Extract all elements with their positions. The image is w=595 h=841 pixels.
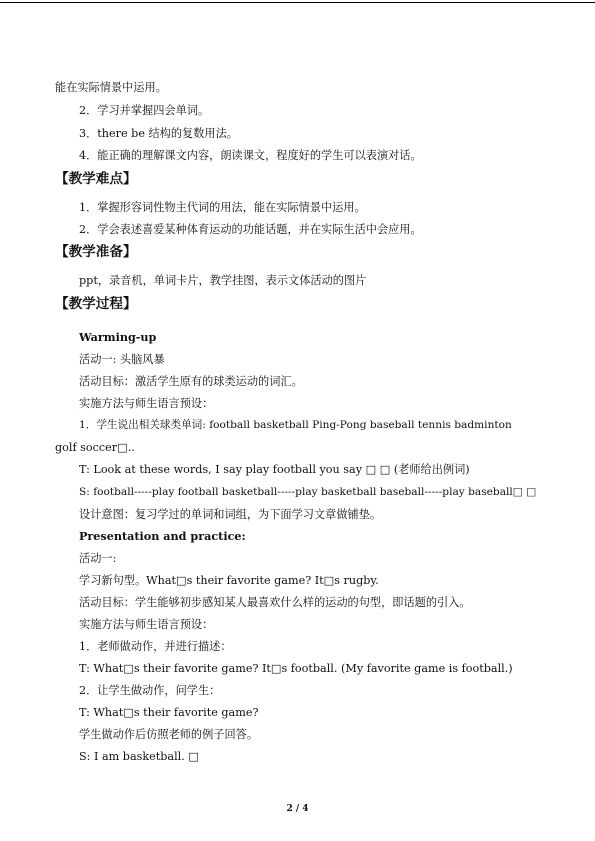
text-line: 2．学会表述喜爱某种体育运动的功能话题，并在实际生活中会应用。 bbox=[79, 223, 422, 236]
text-line: 学生做动作后仿照老师的例子回答。 bbox=[79, 728, 259, 741]
section-heading-difficulties: 【教学难点】 bbox=[55, 171, 137, 187]
text-line: 2．学习并掌握四会单词。 bbox=[79, 104, 210, 117]
section-heading-process: 【教学过程】 bbox=[55, 296, 137, 312]
text-line: 能在实际情景中运用。 bbox=[55, 81, 167, 94]
text-line: 活动目标：激活学生原有的球类运动的词汇。 bbox=[79, 375, 303, 388]
text-line: 1．掌握形容词性物主代词的用法，能在实际情景中运用。 bbox=[79, 201, 366, 214]
text-line: 活动一: bbox=[79, 552, 117, 565]
text-line: T: What□s their favorite game? bbox=[79, 706, 259, 719]
subheading-presentation: Presentation and practice: bbox=[79, 529, 246, 543]
header-rule bbox=[0, 2, 595, 3]
text-line: S: football-----play football basketball-----play basketball baseball-----play baseball□ □ bbox=[79, 486, 537, 498]
text-line: 3．there be 结构的复数用法。 bbox=[79, 127, 238, 140]
text-line: T: What□s their favorite game? It□s football. (My favorite game is football.) bbox=[79, 662, 513, 675]
text-line: S: I am basketball. □ bbox=[79, 750, 199, 763]
text-line: 4．能正确的理解课文内容，朗读课文，程度好的学生可以表演对话。 bbox=[79, 149, 422, 162]
text-line: 1．学生说出相关球类单词: football basketball Ping-Pong baseball tennis badminton bbox=[79, 419, 512, 431]
text-line: 活动目标：学生能够初步感知某人最喜欢什么样的运动的句型，即话题的引入。 bbox=[79, 596, 471, 609]
text-line: 实施方法与师生语言预设： bbox=[79, 618, 214, 631]
text-line: 设计意图：复习学过的单词和词组，为下面学习文章做铺垫。 bbox=[79, 508, 382, 521]
page-number: 2 / 4 bbox=[286, 804, 309, 814]
section-heading-preparation: 【教学准备】 bbox=[55, 244, 137, 260]
text-line: 1．老师做动作，并进行描述： bbox=[79, 640, 232, 653]
text-line: 实施方法与师生语言预设： bbox=[79, 397, 214, 410]
text-line: 活动一: 头脑风暴 bbox=[79, 353, 165, 366]
text-line: 学习新句型。What□s their favorite game? It□s rugby. bbox=[79, 574, 379, 587]
text-line: golf soccer□.. bbox=[55, 441, 135, 454]
subheading-warming-up: Warming-up bbox=[79, 330, 157, 344]
text-line: 2．让学生做动作，问学生： bbox=[79, 684, 221, 697]
text-line: ppt，录音机，单词卡片，教学挂图，表示文体活动的图片 bbox=[79, 274, 367, 287]
text-line: T: Look at these words, I say play football you say □ □ (老师给出例词) bbox=[79, 463, 470, 476]
